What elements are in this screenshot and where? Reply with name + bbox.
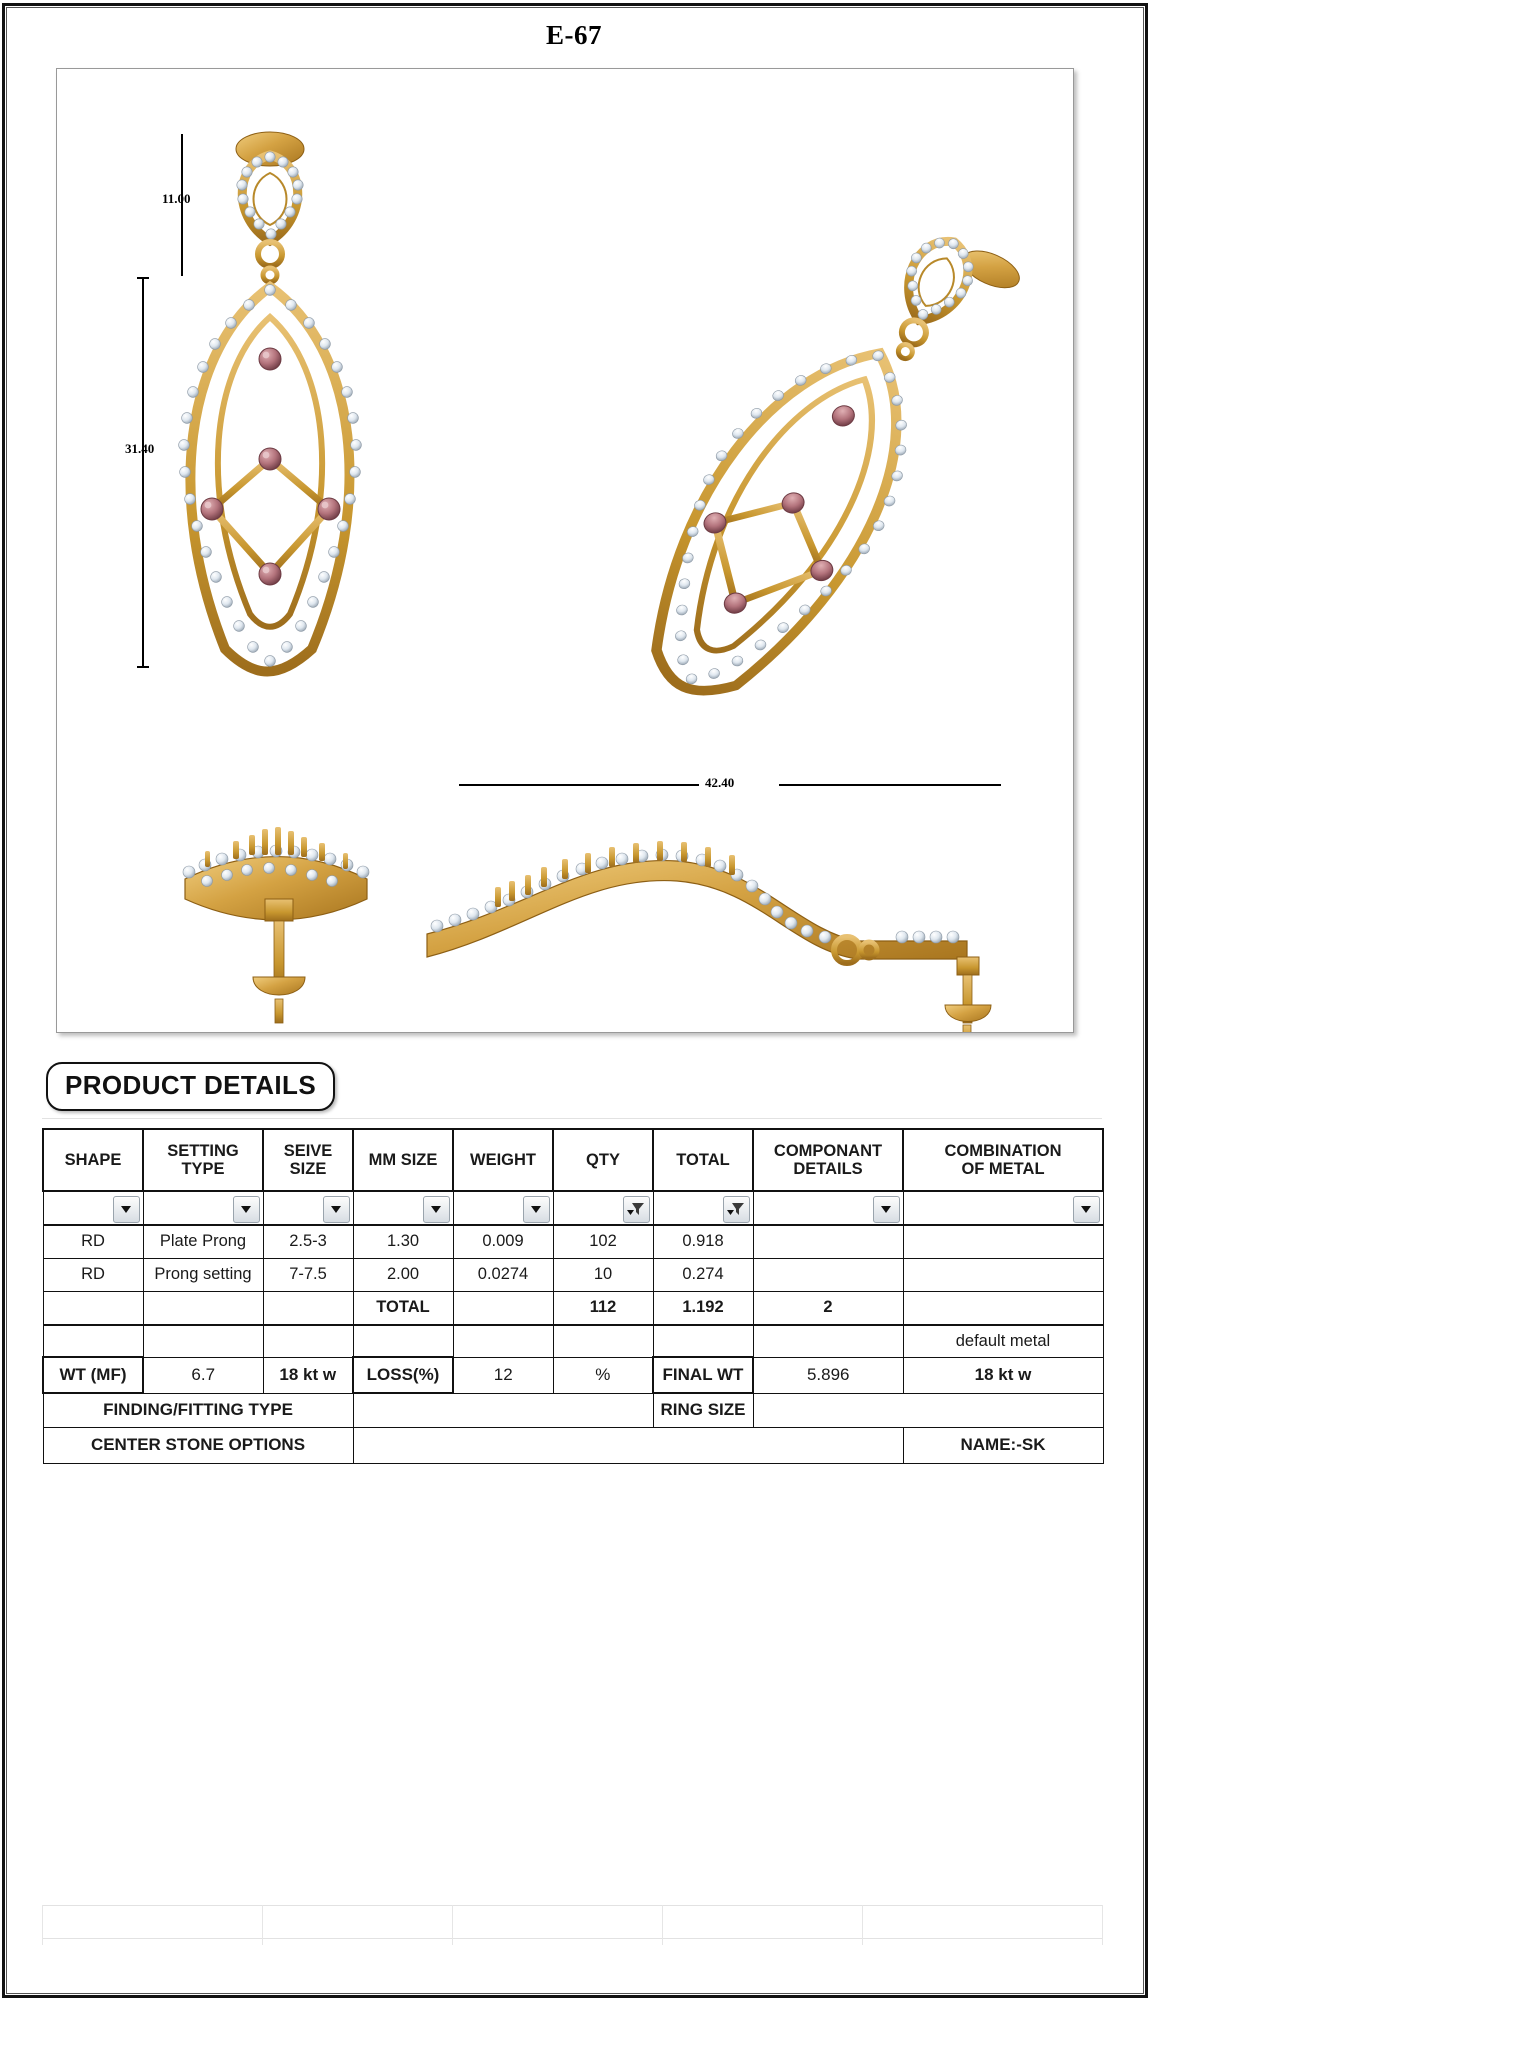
header-total: TOTAL — [653, 1129, 753, 1191]
product-render-panel — [56, 68, 1074, 1033]
product-details-table-wrap — [42, 1128, 1102, 1464]
dim-line-31 — [142, 277, 144, 667]
dropdown-arrow-icon[interactable] — [1073, 1196, 1100, 1223]
total-blank-1 — [43, 1291, 143, 1325]
cell-total: 0.274 — [653, 1258, 753, 1291]
header-componant-details: COMPONANT DETAILS — [753, 1129, 903, 1191]
cell-weight: 0.009 — [453, 1225, 553, 1258]
ghost-gridline — [42, 1905, 1102, 1906]
filter-cell-componant-details[interactable] — [753, 1191, 903, 1225]
metal-note-blank-5 — [453, 1325, 553, 1357]
header-mm-size: MM SIZE — [353, 1129, 453, 1191]
table-row — [43, 1225, 1103, 1258]
designer-name: NAME:-SK — [903, 1427, 1103, 1463]
ghost-gridline — [42, 1905, 43, 1945]
finding-fitting-label: FINDING/FITTING TYPE — [43, 1393, 353, 1427]
jewelry-render-svg — [57, 69, 1073, 1032]
dropdown-arrow-icon[interactable] — [113, 1196, 140, 1223]
final-metal: 18 kt w — [903, 1357, 1103, 1393]
filter-cell-mm-size[interactable] — [353, 1191, 453, 1225]
dropdown-arrow-icon[interactable] — [323, 1196, 350, 1223]
cell-combination-of-metal — [903, 1258, 1103, 1291]
table-metal-note-row — [43, 1325, 1103, 1357]
metal-note-blank-7 — [653, 1325, 753, 1357]
dim-line-42-right — [779, 784, 1001, 786]
cell-seive-size: 7-7.5 — [263, 1258, 353, 1291]
metal-note-blank-8 — [753, 1325, 903, 1357]
ghost-gridline — [42, 1118, 1102, 1119]
filter-cell-shape[interactable] — [43, 1191, 143, 1225]
table-total-row — [43, 1291, 1103, 1325]
header-combination-of-metal: COMBINATION OF METAL — [903, 1129, 1103, 1191]
total-total: 1.192 — [653, 1291, 753, 1325]
total-blank-2 — [143, 1291, 263, 1325]
cell-componant-details — [753, 1258, 903, 1291]
product-details-table — [42, 1128, 1104, 1464]
header-weight: WEIGHT — [453, 1129, 553, 1191]
angled-view-earring — [603, 175, 1025, 745]
product-details-label: PRODUCT DETAILS — [65, 1070, 317, 1100]
total-blank-3 — [263, 1291, 353, 1325]
finding-fitting-value[interactable] — [353, 1393, 653, 1427]
page-title — [0, 20, 1148, 51]
side-profile-view — [427, 841, 991, 1032]
filter-cell-weight[interactable] — [453, 1191, 553, 1225]
filter-cell-qty[interactable] — [553, 1191, 653, 1225]
filter-cell-total[interactable] — [653, 1191, 753, 1225]
total-blank-4 — [453, 1291, 553, 1325]
cell-componant-details — [753, 1225, 903, 1258]
wt-mf-metal: 18 kt w — [263, 1357, 353, 1393]
header-qty: QTY — [553, 1129, 653, 1191]
cell-mm-size: 1.30 — [353, 1225, 453, 1258]
bottom-view — [183, 827, 369, 1023]
cell-seive-size: 2.5-3 — [263, 1225, 353, 1258]
header-seive-size: SEIVE SIZE — [263, 1129, 353, 1191]
final-wt-label: FINAL WT — [653, 1357, 753, 1393]
dim-line-42-left — [459, 784, 699, 786]
dim-label-42: 42.40 — [705, 775, 735, 790]
metal-note-blank-3 — [263, 1325, 353, 1357]
ghost-gridline — [452, 1905, 453, 1945]
filter-cell-seive-size[interactable] — [263, 1191, 353, 1225]
dim-tick-11-top — [181, 134, 183, 136]
dim-tick-31-bottom — [137, 666, 149, 668]
ghost-gridline — [42, 1938, 1102, 1939]
dim-label-31: 31.40 — [125, 441, 155, 456]
ring-size-value[interactable] — [753, 1393, 1103, 1427]
cell-setting-type: Prong setting — [143, 1258, 263, 1291]
cell-total: 0.918 — [653, 1225, 753, 1258]
wt-mf-label: WT (MF) — [43, 1357, 143, 1393]
header-setting-type: SETTING TYPE — [143, 1129, 263, 1191]
ghost-gridline — [662, 1905, 663, 1945]
dropdown-arrow-icon[interactable] — [423, 1196, 450, 1223]
center-stone-options-label: CENTER STONE OPTIONS — [43, 1427, 353, 1463]
table-center-stone-row — [43, 1427, 1103, 1463]
total-label: TOTAL — [353, 1291, 453, 1325]
filter-funnel-icon[interactable] — [623, 1196, 650, 1223]
filter-cell-setting-type[interactable] — [143, 1191, 263, 1225]
center-stone-options-value[interactable] — [353, 1427, 903, 1463]
ghost-gridline — [862, 1905, 863, 1945]
loss-value: 12 — [453, 1357, 553, 1393]
front-view-earring — [179, 132, 362, 672]
total-componant-details: 2 — [753, 1291, 903, 1325]
loss-label: LOSS(%) — [353, 1357, 453, 1393]
dropdown-arrow-icon[interactable] — [523, 1196, 550, 1223]
dropdown-arrow-icon[interactable] — [233, 1196, 260, 1223]
cell-mm-size: 2.00 — [353, 1258, 453, 1291]
cell-qty: 10 — [553, 1258, 653, 1291]
metal-note-blank-1 — [43, 1325, 143, 1357]
cell-shape: RD — [43, 1258, 143, 1291]
design-code: E-67 — [546, 20, 602, 50]
ring-size-label: RING SIZE — [653, 1393, 753, 1427]
filter-funnel-icon[interactable] — [723, 1196, 750, 1223]
wt-mf-value: 6.7 — [143, 1357, 263, 1393]
ghost-gridline — [1102, 1905, 1103, 1945]
table-finding-row — [43, 1393, 1103, 1427]
default-metal-note: default metal — [903, 1325, 1103, 1357]
total-blank-5 — [903, 1291, 1103, 1325]
ghost-gridline — [262, 1905, 263, 1945]
product-details-tag — [46, 1062, 335, 1111]
cell-shape: RD — [43, 1225, 143, 1258]
header-shape: SHAPE — [43, 1129, 143, 1191]
table-header-row — [43, 1129, 1103, 1191]
cell-qty: 102 — [553, 1225, 653, 1258]
metal-note-blank-4 — [353, 1325, 453, 1357]
loss-unit: % — [553, 1357, 653, 1393]
dim-tick-31-top — [137, 277, 149, 279]
cell-setting-type: Plate Prong — [143, 1225, 263, 1258]
metal-note-blank-2 — [143, 1325, 263, 1357]
cell-weight: 0.0274 — [453, 1258, 553, 1291]
dim-label-11: 11.00 — [162, 191, 191, 206]
filter-cell-combination-of-metal[interactable] — [903, 1191, 1103, 1225]
metal-note-blank-6 — [553, 1325, 653, 1357]
total-qty: 112 — [553, 1291, 653, 1325]
dropdown-arrow-icon[interactable] — [873, 1196, 900, 1223]
table-row — [43, 1258, 1103, 1291]
final-wt-value: 5.896 — [753, 1357, 903, 1393]
table-filter-row — [43, 1191, 1103, 1225]
cell-combination-of-metal — [903, 1225, 1103, 1258]
render-stage — [57, 69, 1073, 1032]
table-weight-row — [43, 1357, 1103, 1393]
